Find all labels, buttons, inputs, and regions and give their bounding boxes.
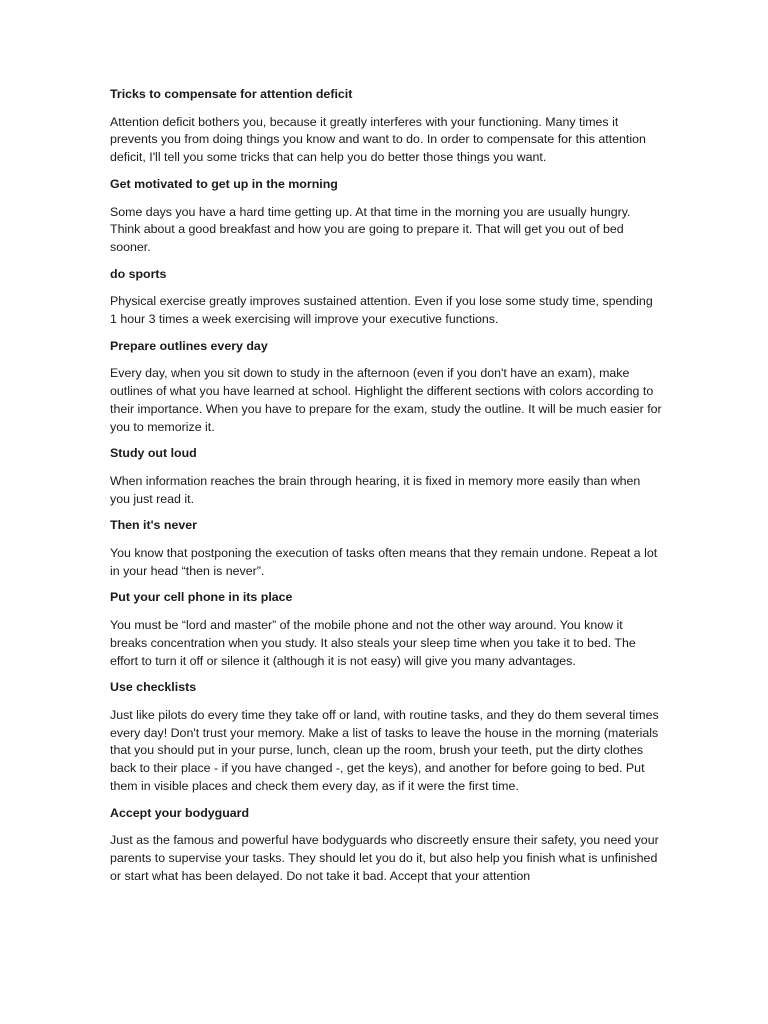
section-body-cell-phone: You must be “lord and master” of the mobile phone and not the other way around. You know it breaks concentration when you study. It also steals your sleep time when you take it to bed. The effort to turn it off or silence it (although it is not easy) will give you many advantages.	[110, 618, 636, 668]
section-body-then-never: You know that postponing the execution of tasks often means that they remain undone. Repeat a lot in your head “then is never”.	[110, 546, 658, 578]
section-body-wake-up: Some days you have a hard time getting up. At that time in the morning you are usually hungry. Think about a good breakfast and how you are going to prepare it. That will get you out of bed sooner.	[110, 204, 631, 254]
section-body-bodyguard: Just as the famous and powerful have bodyguards who discreetly ensure their safety, you need your parents to supervise your tasks. They should let you do it, but also help you finish what is unfinished or start what has been delayed. Do not take it bad. Accept that your attention	[110, 833, 659, 883]
section-heading-sports: do sports	[110, 266, 167, 281]
section-heading-outlines: Prepare outlines every day	[110, 338, 268, 353]
section-heading-cell-phone: Put your cell phone in its place	[110, 590, 293, 605]
intro-paragraph: Attention deficit bothers you, because it greatly interferes with your functioning. Many times it prevents you from doing things you know and want to do. In order to compensate for this attention deficit, I'll tell you some tricks that can help you do better those things you want.	[110, 114, 646, 165]
document-page	[110, 86, 662, 894]
section-heading-wake-up: Get motivated to get up in the morning	[110, 176, 338, 191]
section-body-study-loud: When information reaches the brain through hearing, it is fixed in memory more easily than when you just read it.	[110, 473, 641, 506]
section-body-sports: Physical exercise greatly improves sustained attention. Even if you lose some study time, spending 1 hour 3 times a week exercising will improve your executive functions.	[110, 294, 653, 327]
section-heading-bodyguard: Accept your bodyguard	[110, 805, 250, 820]
section-heading-study-loud: Study out loud	[110, 446, 197, 461]
section-body-checklists: Just like pilots do every time they take off or land, with routine tasks, and they do them several times every day! Don't trust your memory. Make a list of tasks to leave the house in the morning (materials that you should put in your purse, lunch, clean up the room, brush your teeth, put the dirty clothes back to their place - if you have changed -, get the keys), and another for before going to bed. Put them in visible places and check them every day, as if it were the first time.	[110, 707, 659, 793]
section-body-outlines: Every day, when you sit down to study in the afternoon (even if you don't have an exam), make outlines of what you have learned at school. Highlight the different sections with colors according to their importance. When you have to prepare for the exam, study the outline. It will be much easier for you to memorize it.	[110, 366, 662, 434]
section-heading-checklists: Use checklists	[110, 680, 197, 695]
document-title: Tricks to compensate for attention deficit	[110, 87, 353, 101]
section-heading-then-never: Then it's never	[110, 518, 197, 533]
